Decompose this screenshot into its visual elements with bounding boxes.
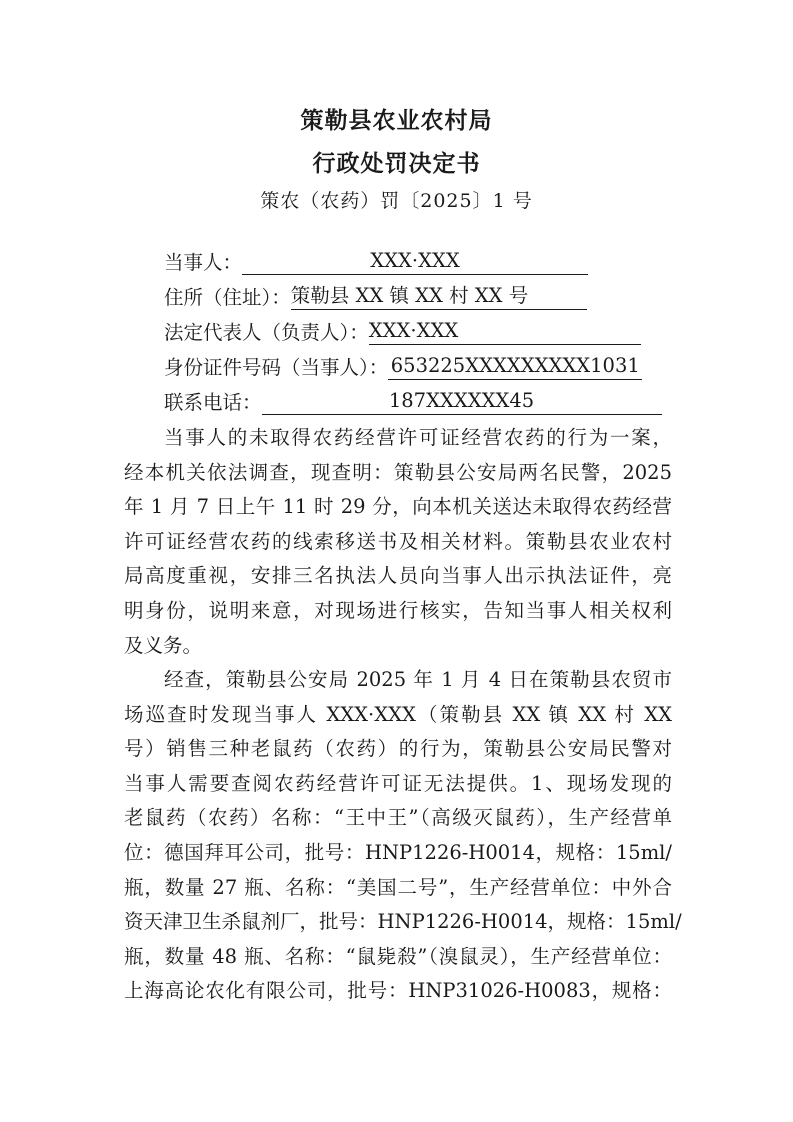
id-number-value: 653225XXXXXXXXX1031 (388, 353, 642, 380)
paragraph-line: 及义务。 (124, 633, 203, 657)
party-name-label: 当事人： (164, 251, 243, 274)
agency-title: 策勒县农业农村局 (300, 108, 493, 134)
document-number: 策农（农药）罚〔2025〕1 号 (260, 190, 533, 212)
id-number-label: 身份证件号码（当事人）： (164, 356, 389, 379)
paragraph-line: 当事人需要查阅农药经营许可证无法提供。1、现场发现的 (124, 771, 672, 795)
paragraph-line: 局高度重视，安排三名执法人员向当事人出示执法证件，亮 (124, 564, 672, 588)
paragraph-line: 场巡查时发现当事人 XXX·XXX（策勒县 XX 镇 XX 村 XX (124, 702, 672, 726)
address-value: 策勒县 XX 镇 XX 村 XX 号 (291, 283, 587, 310)
paragraph-line: 瓶，数量 27 瓶、名称：“美国二号”，生产经营单位：中外合 (124, 875, 672, 899)
legal-rep-row (164, 318, 641, 348)
paragraph-line: 明身份，说明来意，对现场进行核实，告知当事人相关权利 (124, 598, 672, 622)
paragraph-line: 号）销售三种老鼠药（农药）的行为，策勒县公安局民警对 (124, 737, 672, 761)
legal-rep-value: XXX·XXX (369, 318, 641, 345)
legal-rep-label: 法定代表人（负责人）： (164, 321, 369, 344)
party-name-value: XXX·XXX (242, 248, 588, 275)
paragraph-line: 许可证经营农药的线索移送书及相关材料。策勒县农业农村 (124, 529, 672, 553)
paragraph-line: 经本机关依法调查，现查明：策勒县公安局两名民警，2025 (124, 460, 672, 484)
paragraph-2 (124, 663, 682, 1009)
paragraph-1 (124, 421, 672, 663)
party-name-row (164, 248, 588, 278)
paragraph-line: 经查，策勒县公安局 2025 年 1 月 4 日在策勒县农贸市 (164, 668, 672, 691)
paragraph-line: 年 1 月 7 日上午 11 时 29 分，向本机关送达未取得农药经营 (124, 495, 672, 519)
paragraph-line: 资天津卫生杀鼠剂厂，批号：HNP1226-H0014，规格：15ml/ (124, 910, 682, 934)
address-label: 住所（住址）： (164, 286, 291, 309)
address-row (164, 283, 587, 313)
paragraph-line: 老鼠药（农药）名称：“王中王”（高级灭鼠药），生产经营单 (124, 806, 672, 830)
paragraph-line: 瓶，数量 48 瓶、名称：“鼠毙殺”（溴鼠灵），生产经营单位： (124, 944, 672, 968)
phone-label: 联系电话： (164, 391, 262, 414)
paragraph-line: 位：德国拜耳公司，批号：HNP1226-H0014，规格：15ml/ (124, 840, 672, 864)
paragraph-line: 当事人的未取得农药经营许可证经营农药的行为一案， (164, 426, 672, 449)
paragraph-line: 上海高论农化有限公司，批号：HNP31026-H0083，规格： (124, 979, 672, 1003)
phone-value: 187XXXXXX45 (262, 388, 662, 415)
id-number-row (164, 353, 642, 383)
phone-row (164, 388, 662, 418)
document-title: 行政处罚决定书 (312, 151, 481, 177)
